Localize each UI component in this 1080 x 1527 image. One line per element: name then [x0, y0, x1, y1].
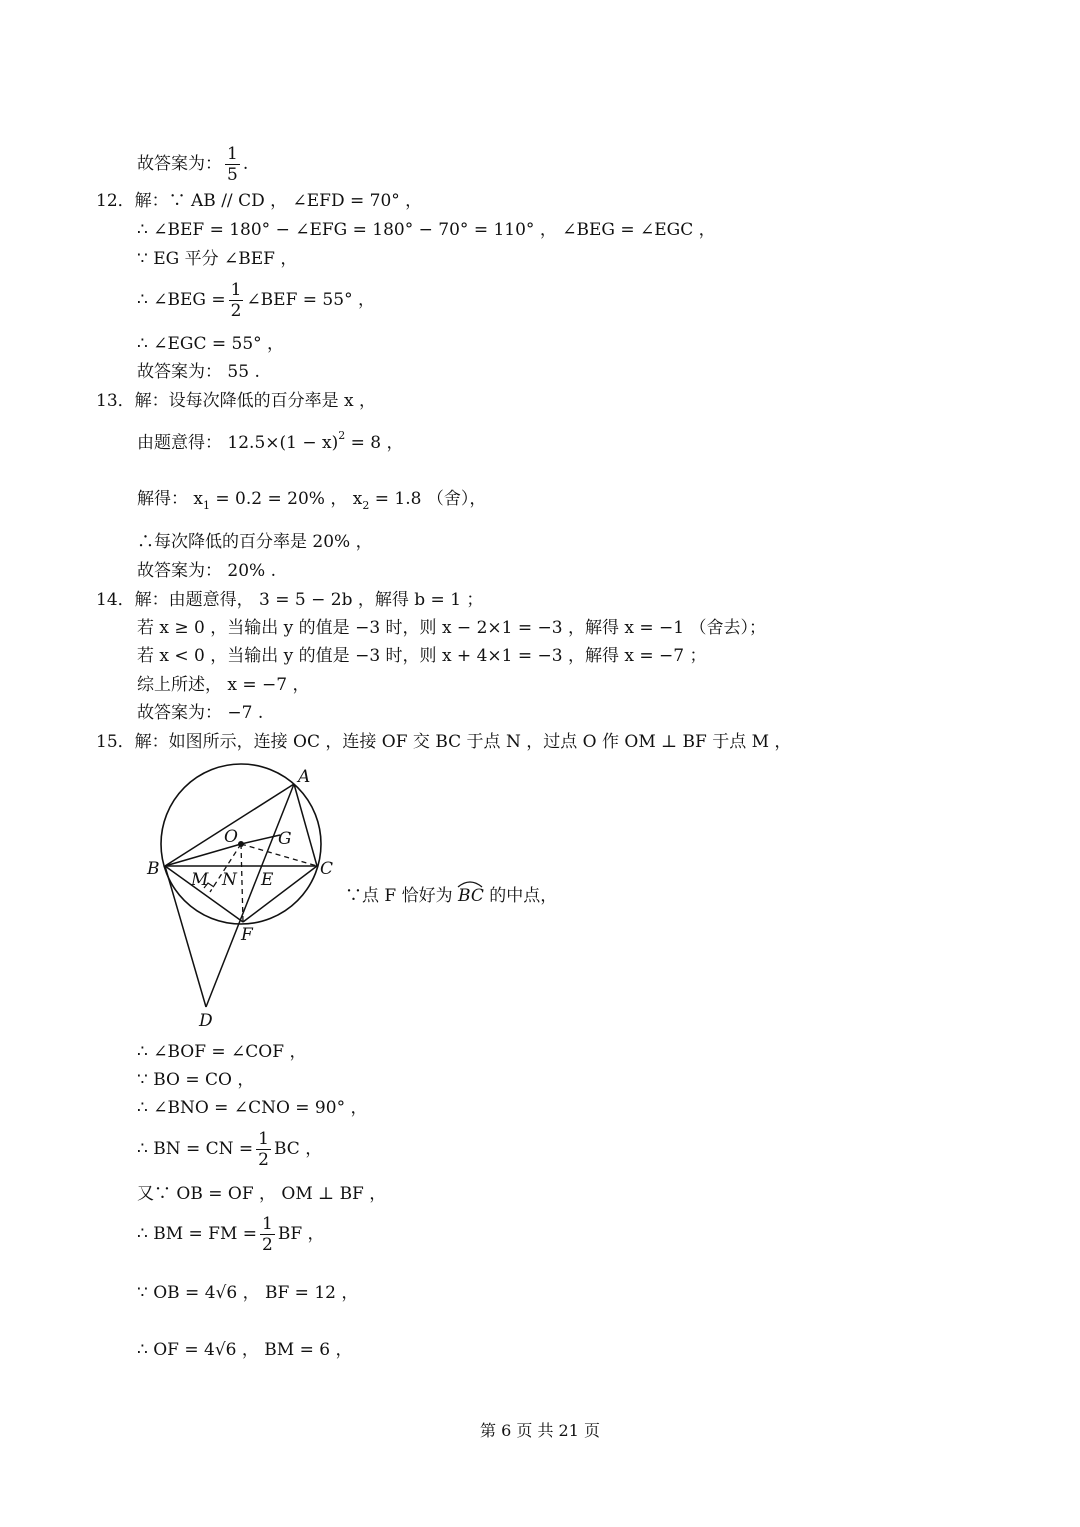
q15-step-4 — [137, 1129, 322, 1170]
segment-of-dashed — [241, 844, 243, 922]
q14-summary: 综上所述， x = −7 ， — [137, 675, 310, 695]
fraction-one-half — [229, 280, 244, 321]
arc-label: BC — [458, 886, 484, 906]
arc-symbol-icon — [457, 880, 483, 888]
numerator: 1 — [227, 144, 238, 164]
denominator: 2 — [230, 301, 242, 321]
q12-step-3 — [137, 280, 375, 321]
expr-prefix: ∴ BN = CN = — [137, 1139, 254, 1159]
answer-prefix: 故答案为： — [137, 154, 222, 174]
equation-lhs: 由题意得： 12.5×(1 − x) — [137, 433, 339, 453]
label-b: B — [147, 859, 160, 879]
numerator: 1 — [230, 280, 242, 300]
q15-midpoint-statement — [345, 885, 557, 907]
subscript-2: 2 — [362, 499, 370, 512]
exponent: 2 — [338, 429, 346, 442]
numerator: 1 — [262, 1214, 273, 1234]
fraction-one-half — [256, 1129, 271, 1170]
subscript-1: 1 — [203, 499, 210, 512]
expr-suffix: BC ， — [274, 1139, 323, 1159]
q14-case-2: 若 x < 0 ，当输出 y 的值是 −3 时，则 x + 4×1 = −3 ，解得 x = −7 ； — [137, 646, 707, 666]
arc-bc — [458, 885, 484, 907]
expr-suffix: ∠BEF = 55° ， — [246, 290, 375, 310]
denominator: 2 — [258, 1150, 269, 1170]
statement-suffix: 的中点， — [483, 886, 558, 906]
label-f: F — [241, 925, 253, 945]
center-point-o — [238, 841, 244, 847]
q14-heading: 14．解：由题意得， 3 = 5 − 2b ，解得 b = 1 ； — [96, 590, 484, 610]
denominator: 5 — [227, 165, 238, 185]
label-o: O — [224, 827, 238, 847]
solution-part-c: = 1.8 （舍）， — [369, 489, 487, 509]
fraction-one-half — [260, 1214, 275, 1255]
q15-step-6 — [137, 1214, 325, 1255]
q13-answer: 故答案为： 20% . — [137, 561, 276, 581]
q14-answer: 故答案为： −7 . — [137, 703, 264, 723]
q15-step-3: ∴ ∠BNO = ∠CNO = 90° ， — [137, 1098, 368, 1118]
answer-line-11 — [137, 144, 248, 185]
q12-heading: 12．解：∵ AB // CD ， ∠EFD = 70° ， — [96, 191, 423, 211]
geometry-figure — [140, 758, 350, 1033]
q12-answer: 故答案为： 55 . — [137, 362, 260, 382]
q15-heading: 15．解：如图所示，连接 OC ，连接 OF 交 BC 于点 N ，过点 O 作 OM ⊥ BF 于点 M ， — [96, 732, 792, 752]
period: . — [242, 154, 249, 174]
q13-equation — [137, 429, 404, 456]
label-n: N — [222, 870, 237, 890]
q15-step-1: ∴ ∠BOF = ∠COF ， — [137, 1042, 307, 1062]
q13-solution — [137, 488, 486, 512]
q15-step-2: ∵ BO = CO ， — [137, 1070, 255, 1090]
q12-step-2: ∵ EG 平分 ∠BEF ， — [137, 249, 298, 269]
q13-conclusion: ∴每次降低的百分率是 20% ， — [137, 532, 373, 552]
page-footer: 第 6 页 共 21 页 — [480, 1421, 600, 1440]
equation-rhs: = 8 ， — [345, 433, 404, 453]
solution-part-a: 解得： x — [137, 489, 203, 509]
expr-suffix: BF ， — [277, 1224, 325, 1244]
fraction-one-fifth — [225, 144, 240, 185]
statement-prefix: ∵点 F 恰好为 — [345, 886, 459, 906]
numerator: 1 — [258, 1129, 269, 1149]
segment-da — [206, 784, 294, 1007]
segment-ba — [165, 784, 294, 866]
expr-prefix: ∴ ∠BEG = — [137, 290, 226, 310]
q15-step-8: ∴ OF = 4√6 ， BM = 6 ， — [137, 1340, 353, 1360]
q14-case-1: 若 x ≥ 0 ，当输出 y 的值是 −3 时，则 x − 2×1 = −3 ，解得 x = −1 （舍去）； — [137, 618, 766, 638]
label-c: C — [320, 859, 334, 879]
label-d: D — [199, 1011, 213, 1031]
label-g: G — [278, 829, 292, 849]
solution-part-b: = 0.2 = 20% ， x — [210, 489, 363, 509]
q15-step-7: ∵ OB = 4√6 ， BF = 12 ， — [137, 1283, 359, 1303]
q13-heading: 13．解：设每次降低的百分率是 x ， — [96, 391, 377, 411]
label-a: A — [298, 767, 311, 787]
expr-prefix: ∴ BM = FM = — [137, 1224, 258, 1244]
label-m: M — [191, 870, 209, 890]
q15-step-5: 又∵ OB = OF ， OM ⊥ BF ， — [137, 1184, 387, 1204]
q12-step-1: ∴ ∠BEF = 180° − ∠EFG = 180° − 70° = 110° ， ∠BEG = ∠EGC ， — [137, 220, 716, 240]
segment-og — [241, 835, 280, 844]
label-e: E — [261, 870, 274, 890]
denominator: 2 — [262, 1235, 273, 1255]
q12-step-4: ∴ ∠EGC = 55° ， — [137, 334, 285, 354]
